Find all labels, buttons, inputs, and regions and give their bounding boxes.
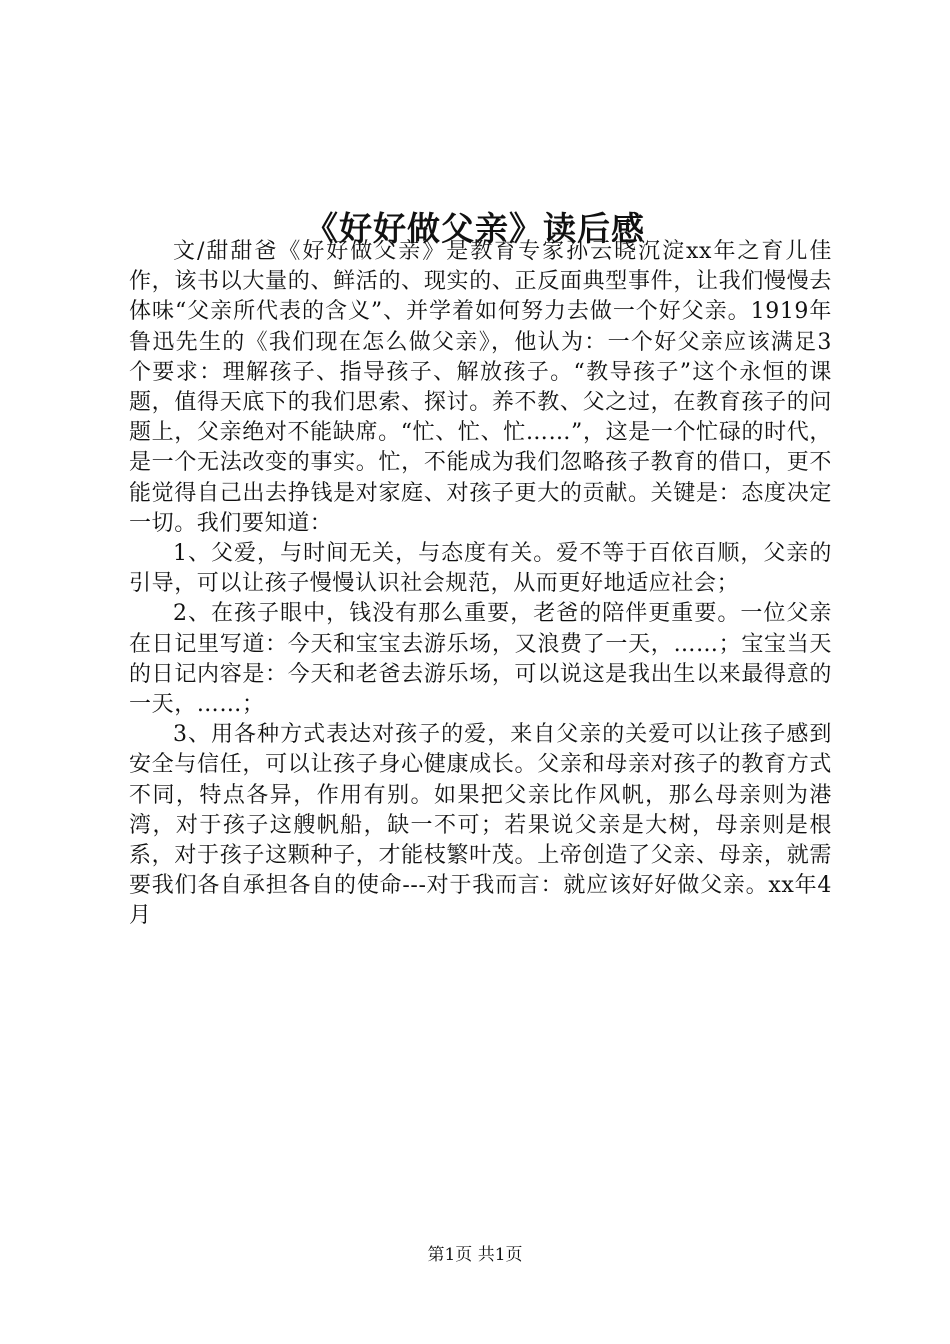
paragraph-point-3: 3、用各种方式表达对孩子的爱，来自父亲的关爱可以让孩子感到安全与信任，可以让孩子身心健康成长。父亲和母亲对孩子的教育方式不同，特点各异，作用有别。如果把父亲比作风帆，那么母亲则为港湾，对于孩子这艘帆船，缺一不可；若果说父亲是大树，母亲则是根系，对于孩子这颗种子，才能枝繁叶茂。上帝创造了父亲、母亲，就需要我们各自承担各自的使命---对于我而言：就应该好好做父亲。xx年4月 <box>129 722 832 929</box>
page-number-footer: 第1页 共1页 <box>427 1245 523 1265</box>
document-title: 《好好做父亲》读后感 <box>305 209 645 249</box>
paragraph-point-1: 1、父爱，与时间无关，与态度有关。爱不等于百依百顺，父亲的引导，可以让孩子慢慢认识社会规范，从而更好地适应社会； <box>129 541 832 597</box>
paragraph-point-2: 2、在孩子眼中，钱没有那么重要，老爸的陪伴更重要。一位父亲在日记里写道：今天和宝宝去游乐场，又浪费了一天，……；宝宝当天的日记内容是：今天和老爸去游乐场，可以说这是我出生以来最得意的一天，……； <box>129 601 832 718</box>
document-body <box>129 237 832 932</box>
paragraph-intro: 文/甜甜爸《好好做父亲》是教育专家孙云晓沉淀xx年之育儿佳作，该书以大量的、鲜活的、现实的、正反面典型事件，让我们慢慢去体味“父亲所代表的含义”、并学着如何努力去做一个好父亲。1919年鲁迅先生的《我们现在怎么做父亲》，他认为：一个好父亲应该满足3个要求：理解孩子、指导孩子、解放孩子。“教导孩子”这个永恒的课题，值得天底下的我们思索、探讨。养不教、父之过，在教育孩子的问题上，父亲绝对不能缺席。“忙、忙、忙……”，这是一个忙碌的时代，是一个无法改变的事实。忙，不能成为我们忽略孩子教育的借口，更不能觉得自己出去挣钱是对家庭、对孩子更大的贡献。关键是：态度决定一切。我们要知道： <box>129 239 832 536</box>
